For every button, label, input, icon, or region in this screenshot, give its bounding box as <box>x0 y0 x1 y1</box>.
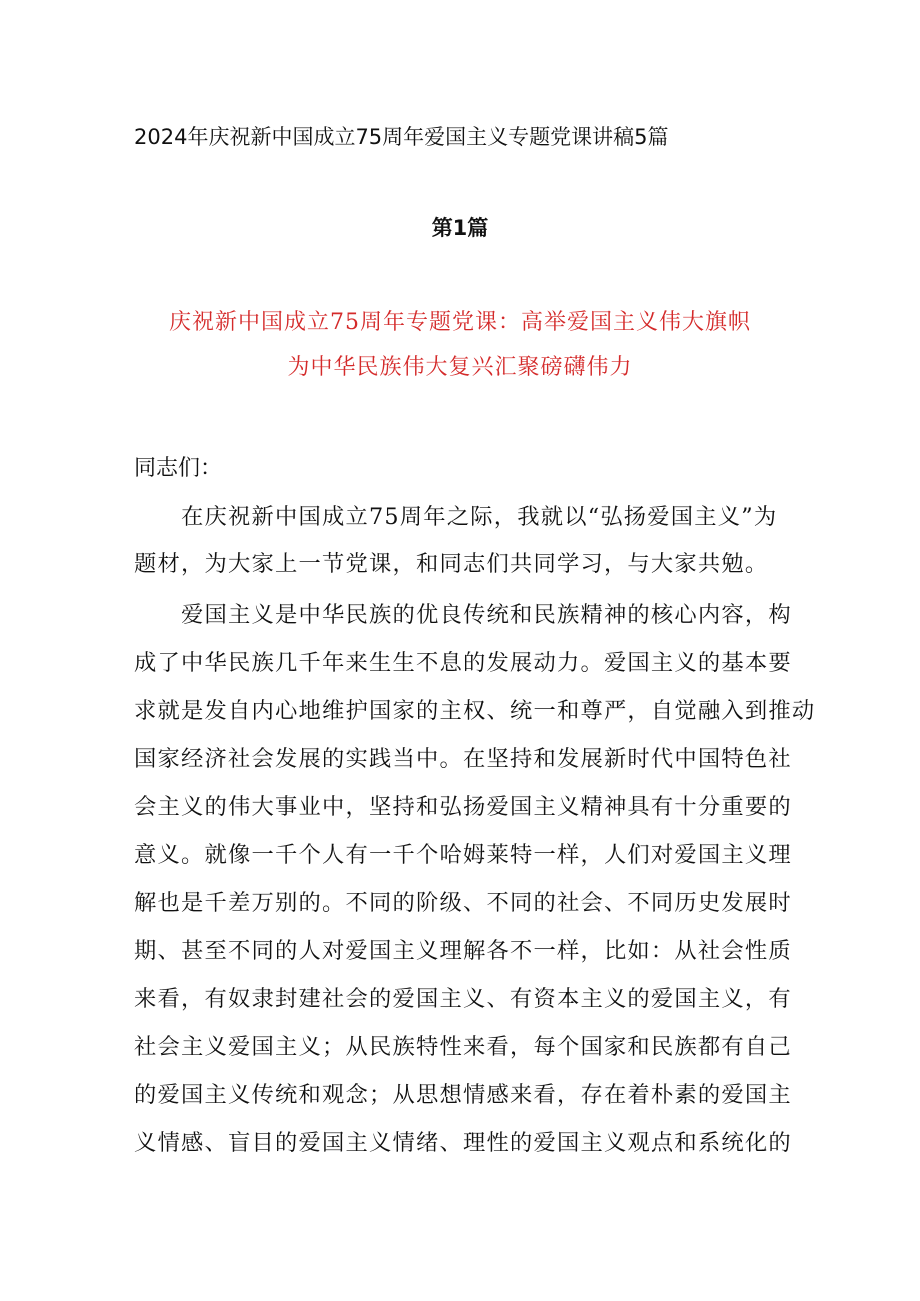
body-line: 会主义的伟大事业中，坚持和弘扬爱国主义精神具有十分重要的 <box>134 794 792 820</box>
body-line: 意义。就像一千个人有一千个哈姆莱特一样，人们对爱国主义理 <box>134 842 792 868</box>
body-line: 题材，为大家上一节党课，和同志们共同学习，与大家共勉。 <box>134 551 769 577</box>
section-label: 第1篇 <box>431 216 489 240</box>
body-line: 义情感、盲目的爱国主义情绪、理性的爱国主义观点和系统化的 <box>134 1130 792 1156</box>
red-title-line-2: 为中华民族伟大复兴汇聚磅礴伟力 <box>287 355 633 380</box>
body-line: 来看，有奴隶封建社会的爱国主义、有资本主义的爱国主义，有 <box>134 986 792 1012</box>
document-title: 2024年庆祝新中国成立75周年爱国主义专题党课讲稿5篇 <box>134 125 669 149</box>
body-line: 的爱国主义传统和观念；从思想情感来看，存在着朴素的爱国主 <box>134 1082 792 1108</box>
body-line: 在庆祝新中国成立75周年之际，我就以“弘扬爱国主义”为 <box>134 504 778 530</box>
body-line: 解也是千差万别的。不同的阶级、不同的社会、不同历史发展时 <box>134 890 792 916</box>
body-line: 爱国主义是中华民族的优良传统和民族精神的核心内容，构 <box>134 602 792 628</box>
body-line: 期、甚至不同的人对爱国主义理解各不一样，比如：从社会性质 <box>134 938 792 964</box>
body-line: 成了中华民族几千年来生生不息的发展动力。爱国主义的基本要 <box>134 650 792 676</box>
body-line: 社会主义爱国主义；从民族特性来看，每个国家和民族都有自己 <box>134 1034 792 1060</box>
body-line: 国家经济社会发展的实践当中。在坚持和发展新时代中国特色社 <box>134 746 792 772</box>
red-title-line-1: 庆祝新中国成立75周年专题党课：高举爱国主义伟大旗帜 <box>169 310 751 335</box>
body-line: 求就是发自内心地维护国家的主权、统一和尊严，自觉融入到推动 <box>134 698 816 724</box>
salutation: 同志们： <box>134 456 223 481</box>
